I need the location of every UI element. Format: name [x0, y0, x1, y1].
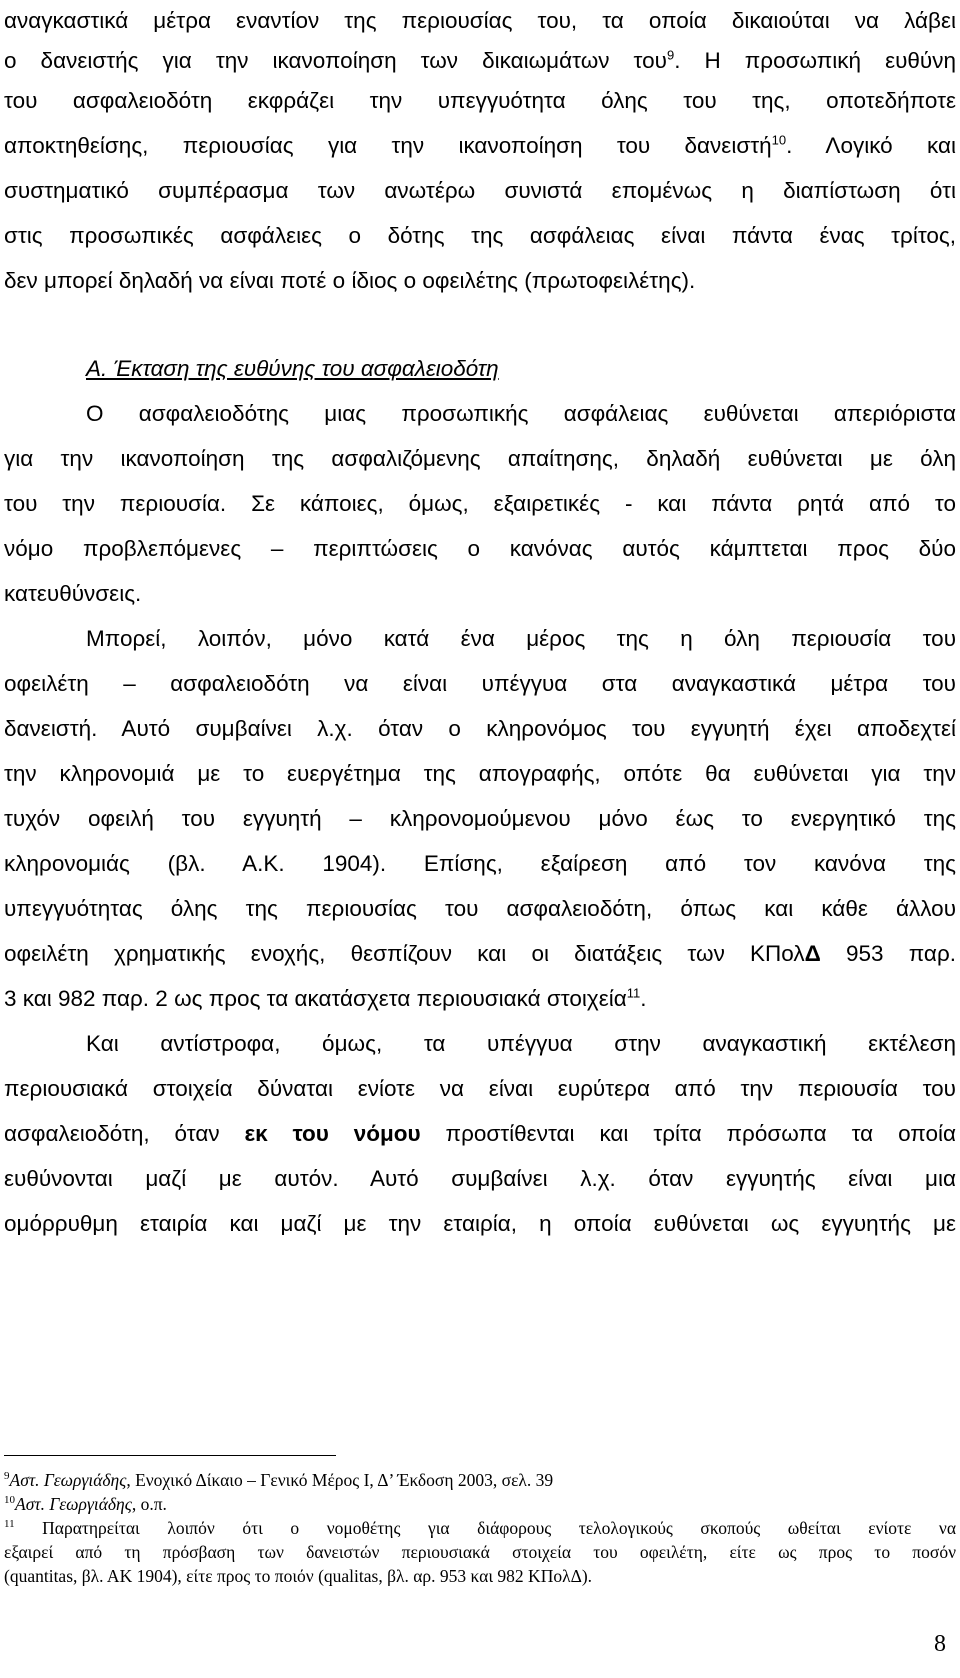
text-line: την κληρονομιά με το ευεργέτημα της απογραφής, οπότε θα ευθύνεται για την	[4, 761, 956, 786]
text-line: Ο ασφαλειοδότης μιας προσωπικής ασφάλειας ευθύνεται απεριόριστα	[86, 401, 956, 426]
text-line: κατευθύνσεις.	[4, 581, 142, 606]
text-line: περιουσιακά στοιχεία δύναται ενίοτε να είναι ευρύτερα από την περιουσία του	[4, 1076, 956, 1101]
text-line: κληρονομιάς (βλ. Α.Κ. 1904). Επίσης, εξαίρεση από τον κανόνα της	[4, 851, 956, 876]
text-line: για την ικανοποίηση της ασφαλιζόμενης απαίτησης, δηλαδή ευθύνεται με όλη	[4, 446, 956, 471]
footnote-10: $^{10}$Αστ. Γεωργιάδης, ο.π.	[4, 1494, 167, 1514]
text-line: του ασφαλειοδότη εκφράζει την υπεγγυότητα όλης του της, οποτεδήποτε	[4, 88, 956, 113]
footnote-ref-10: 10	[771, 132, 787, 148]
text-line: οφειλέτη χρηματικής ενοχής, θεσπίζουν και οι διατάξεις των ΚΠολΔ 953 παρ.	[4, 941, 956, 966]
footnote-11: $^{11}$ Παρατηρείται λοιπόν ότι ο νομοθέτης για διάφορους τελολογικούς σκοπούς ωθείται ενίοτε να	[4, 1518, 956, 1538]
section-heading: Α. Έκταση της ευθύνης του ασφαλειοδότη	[86, 356, 499, 381]
text-line: υπεγγυότητας όλης της περιουσίας του ασφαλειοδότη, όπως και κάθε άλλου	[4, 896, 956, 921]
text-line: στις προσωπικές ασφάλειες ο δότης της ασφάλειας είναι πάντα ένας τρίτος,	[4, 223, 956, 248]
footnote-ref-9: 9	[666, 47, 675, 63]
text-line: Και αντίστροφα, όμως, τα υπέγγυα στην αναγκαστική εκτέλεση	[86, 1031, 956, 1056]
footnote-9: $^9$Αστ. Γεωργιάδης, Ενοχικό Δίκαιο – Γενικό Μέρος Ι, Δ’ Έκδοση 2003, σελ. 39	[4, 1470, 554, 1490]
text-line: του την περιουσία. Σε κάποιες, όμως, εξαιρετικές - και πάντα ρητά από το	[4, 491, 956, 516]
text-line: Μπορεί, λοιπόν, μόνο κατά ένα μέρος της η όλη περιουσία του	[86, 626, 956, 651]
footnote-ref-11: 11	[626, 985, 641, 1001]
text-line: δεν μπορεί δηλαδή να είναι ποτέ ο ίδιος ο οφειλέτης (πρωτοφειλέτης).	[4, 268, 696, 293]
text-line: νόμο προβλεπόμενες – περιπτώσεις ο κανόνας αυτός κάμπτεται προς δύο	[4, 536, 956, 561]
footnote-11-line: εξαιρεί από τη πρόσβαση των δανειστών περιουσιακά στοιχεία του οφειλέτη, είτε ως προς το ποσόν	[4, 1542, 956, 1562]
text-line: ευθύνονται μαζί με αυτόν. Αυτό συμβαίνει λ.χ. όταν εγγυητής είναι μια	[4, 1166, 956, 1191]
text-line: τυχόν οφειλή του εγγυητή – κληρονομούμενου μόνο έως το ενεργητικό της	[4, 806, 956, 831]
text-line: αποκτηθείσης, περιουσίας για την ικανοποίηση του δανειστή$^{10}$. Λογικό και	[4, 132, 956, 158]
page-number: 8	[934, 1631, 946, 1657]
text-line: ασφαλειοδότη, όταν εκ του νόμου προστίθενται και τρίτα πρόσωπα τα οποία	[4, 1121, 956, 1146]
footnote-separator	[4, 1455, 336, 1456]
text-line: συστηματικό συμπέρασμα των ανωτέρω συνιστά επομένως η διαπίστωση ότι	[4, 178, 956, 203]
text-line: οφειλέτη – ασφαλειοδότη να είναι υπέγγυα στα αναγκαστικά μέτρα του	[4, 671, 956, 696]
text-line: αναγκαστικά μέτρα εναντίον της περιουσίας του, τα οποία δικαιούται να λάβει	[4, 8, 956, 33]
text-line: ο δανειστής για την ικανοποίηση των δικαιωμάτων του$^9$. Η προσωπική ευθύνη	[4, 47, 956, 73]
footnote-11-line: (quantitas, βλ. ΑΚ 1904), είτε προς το ποιόν (qualitas, βλ. αρ. 953 και 982 ΚΠολΔ).	[4, 1566, 593, 1586]
text-line: δανειστή. Αυτό συμβαίνει λ.χ. όταν ο κληρονόμος του εγγυητή έχει αποδεχτεί	[4, 716, 956, 741]
text-line: ομόρρυθμη εταιρία και μαζί με την εταιρία, η οποία ευθύνεται ως εγγυητής με	[4, 1211, 956, 1236]
text-line: 3 και 982 παρ. 2 ως προς τα ακατάσχετα περιουσιακά στοιχεία$^{11}$.	[4, 985, 647, 1011]
